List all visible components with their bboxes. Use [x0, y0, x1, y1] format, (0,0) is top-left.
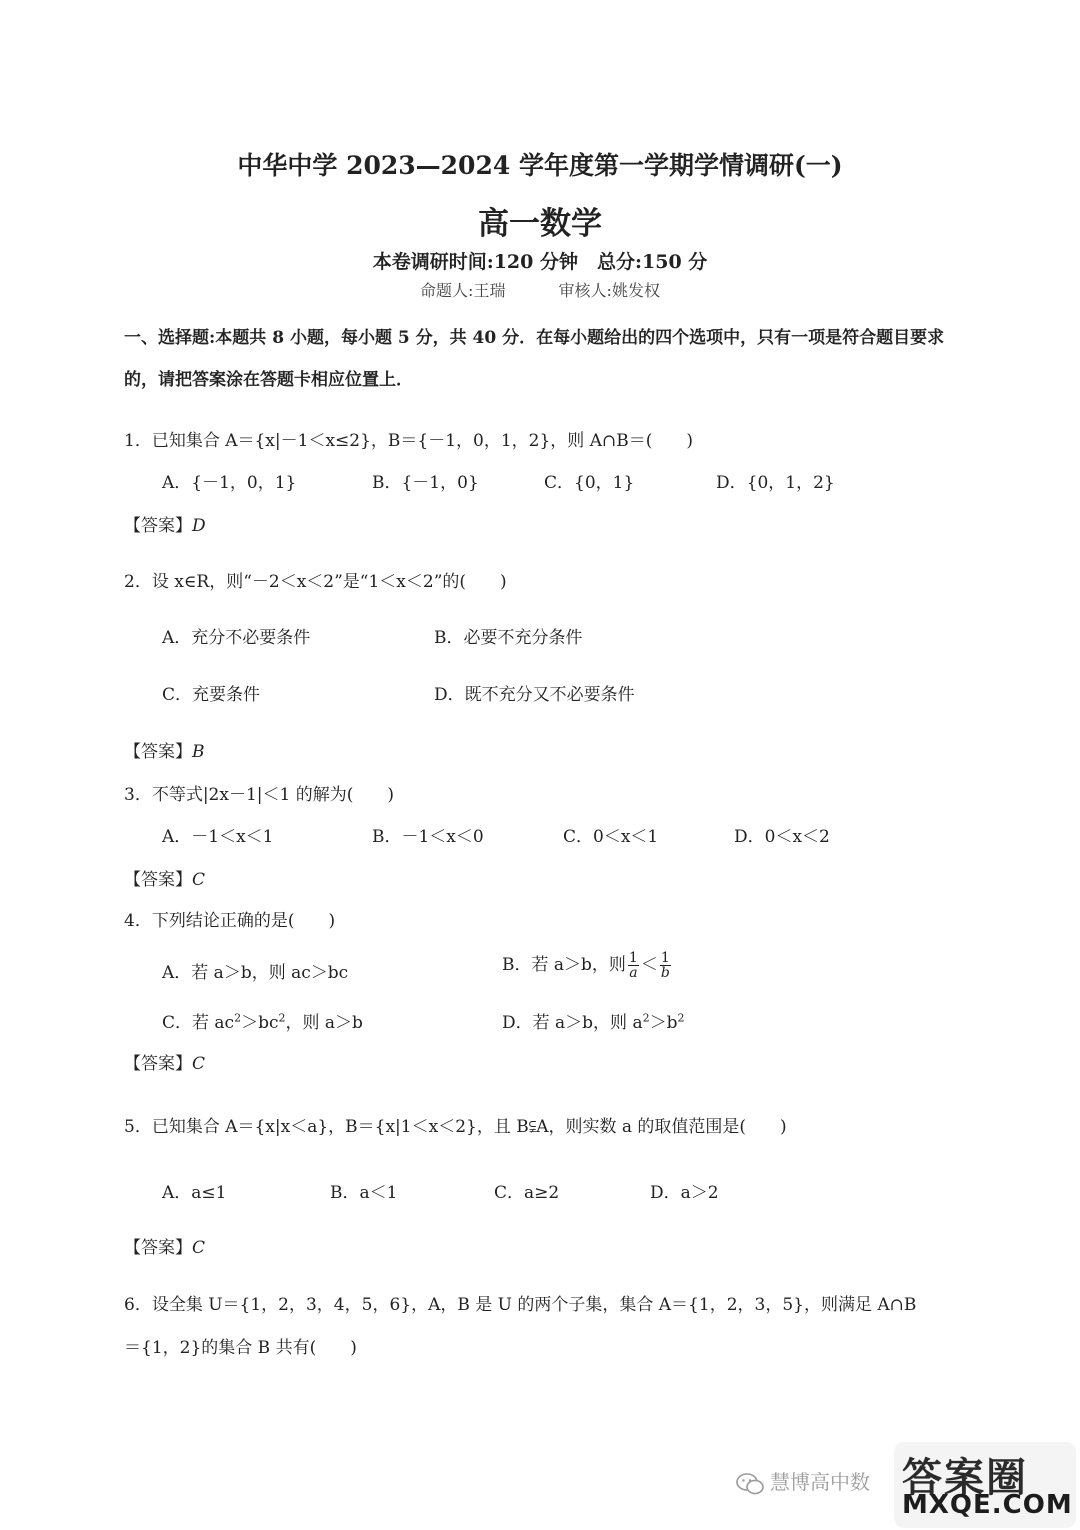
question-4-option-a: A．若 a＞b，则 ac＞bc: [162, 963, 349, 983]
exam-title: 中华中学 2023—2024 学年度第一学期学情调研(一): [237, 151, 843, 180]
answer-value: B: [192, 742, 205, 762]
question-5-option-d: D．a＞2: [650, 1183, 719, 1203]
question-1-option-a: A．{－1，0，1}: [162, 473, 297, 493]
question-6-stem-line-1: 6．设全集 U＝{1，2，3，4，5，6}，A，B 是 U 的两个子集，集合 A＝{1，2，3，5}，则满足 A∩B: [124, 1295, 917, 1315]
question-3-stem: 3．不等式|2x－1|＜1 的解为( ): [124, 785, 394, 805]
answer-value: C: [192, 1238, 206, 1258]
subject-title: 高一数学: [478, 206, 602, 242]
question-1-answer: [124, 511, 206, 536]
authors-line: [0, 278, 1080, 301]
stamp-url: MXQE.COM: [902, 1490, 1073, 1520]
question-4-answer: [124, 1049, 205, 1074]
question-2-answer: [124, 737, 205, 762]
fraction-1-over-b: [660, 951, 671, 980]
section-heading: 一、选择题:本题共 8 小题，每小题 5 分，共 40 分．在每小题给出的四个选项中，只有一项是符合题目要求的，请把答案涂在答题卡相应位置上．: [124, 328, 945, 390]
question-3-option-d: D．0＜x＜2: [734, 827, 830, 847]
question-5-option-a: A．a≤1: [162, 1183, 227, 1203]
answer-value: C: [192, 1054, 206, 1074]
question-3-answer: [124, 865, 205, 890]
option-c-text: C．若 ac: [162, 1013, 235, 1033]
question-1-option-b: B．{－1，0}: [372, 473, 479, 493]
question-1-stem: 1．已知集合 A＝{x|－1＜x≤2}，B＝{－1，0，1，2}，则 A∩B＝( ): [124, 431, 693, 451]
superscript: 2: [642, 1011, 650, 1025]
question-4-option-d: [502, 1008, 684, 1033]
question-5-answer: [124, 1233, 205, 1258]
numerator: 1: [628, 950, 638, 966]
question-3-option-b: B．－1＜x＜0: [372, 827, 484, 847]
question-5-stem: 5．已知集合 A＝{x|x＜a}，B＝{x|1＜x＜2}，且 B⫋A，则实数 a 的取值范围是( ): [124, 1117, 787, 1137]
superscript: 2: [278, 1011, 286, 1025]
question-3-option-a: A．－1＜x＜1: [162, 827, 274, 847]
denominator: a: [629, 965, 638, 981]
answer-label: 【答案】: [124, 1054, 192, 1074]
answer-label: 【答案】: [124, 870, 192, 890]
question-4-option-b: [502, 950, 673, 980]
option-b-text: B．若 a＞b，则: [502, 955, 626, 975]
question-2-option-c: C．充要条件: [162, 685, 261, 705]
wechat-icon: [736, 1473, 764, 1495]
wechat-watermark: [736, 1466, 870, 1495]
superscript: 2: [234, 1011, 242, 1025]
wechat-text: 慧博高中数: [770, 1470, 870, 1494]
answer-label: 【答案】: [124, 742, 192, 762]
option-d-text: D．若 a＞b，则 a: [502, 1013, 643, 1033]
numerator: 1: [660, 950, 670, 966]
answer-label: 【答案】: [124, 1238, 192, 1258]
relation: ＜: [640, 955, 658, 975]
question-2-stem: 2．设 x∈R，则“－2＜x＜2”是“1＜x＜2”的( ): [124, 572, 507, 592]
question-2-option-d: D．既不充分又不必要条件: [434, 685, 635, 705]
denominator: b: [660, 965, 670, 981]
reviewer: 审核人:姚发权: [558, 281, 660, 300]
question-1-option-c: C．{0，1}: [544, 473, 635, 493]
answer-value: C: [192, 870, 206, 890]
stamp-logo-text: 答案圈: [902, 1455, 1028, 1501]
option-c-mid: ＞bc: [241, 1013, 279, 1033]
answer-label: 【答案】: [124, 516, 192, 536]
author: 命题人:王瑞: [420, 281, 506, 300]
exam-meta: 本卷调研时间:120 分钟 总分:150 分: [372, 251, 708, 273]
question-5-option-c: C．a≥2: [494, 1183, 560, 1203]
option-c-tail: ，则 a＞b: [285, 1013, 363, 1033]
option-d-mid: ＞b: [649, 1013, 678, 1033]
superscript: 2: [677, 1011, 685, 1025]
question-2-option-a: A．充分不必要条件: [162, 628, 311, 648]
question-4-stem: 4．下列结论正确的是( ): [124, 911, 336, 931]
question-4-option-c: [162, 1008, 363, 1033]
answer-value: D: [192, 516, 206, 536]
question-5-option-b: B．a＜1: [330, 1183, 398, 1203]
question-2-option-b: B．必要不充分条件: [434, 628, 583, 648]
question-3-option-c: C．0＜x＜1: [563, 827, 659, 847]
fraction-1-over-a: [628, 951, 639, 980]
question-6-stem-line-2: ＝{1，2}的集合 B 共有( ): [124, 1338, 357, 1358]
question-1-option-d: D．{0，1，2}: [716, 473, 835, 493]
